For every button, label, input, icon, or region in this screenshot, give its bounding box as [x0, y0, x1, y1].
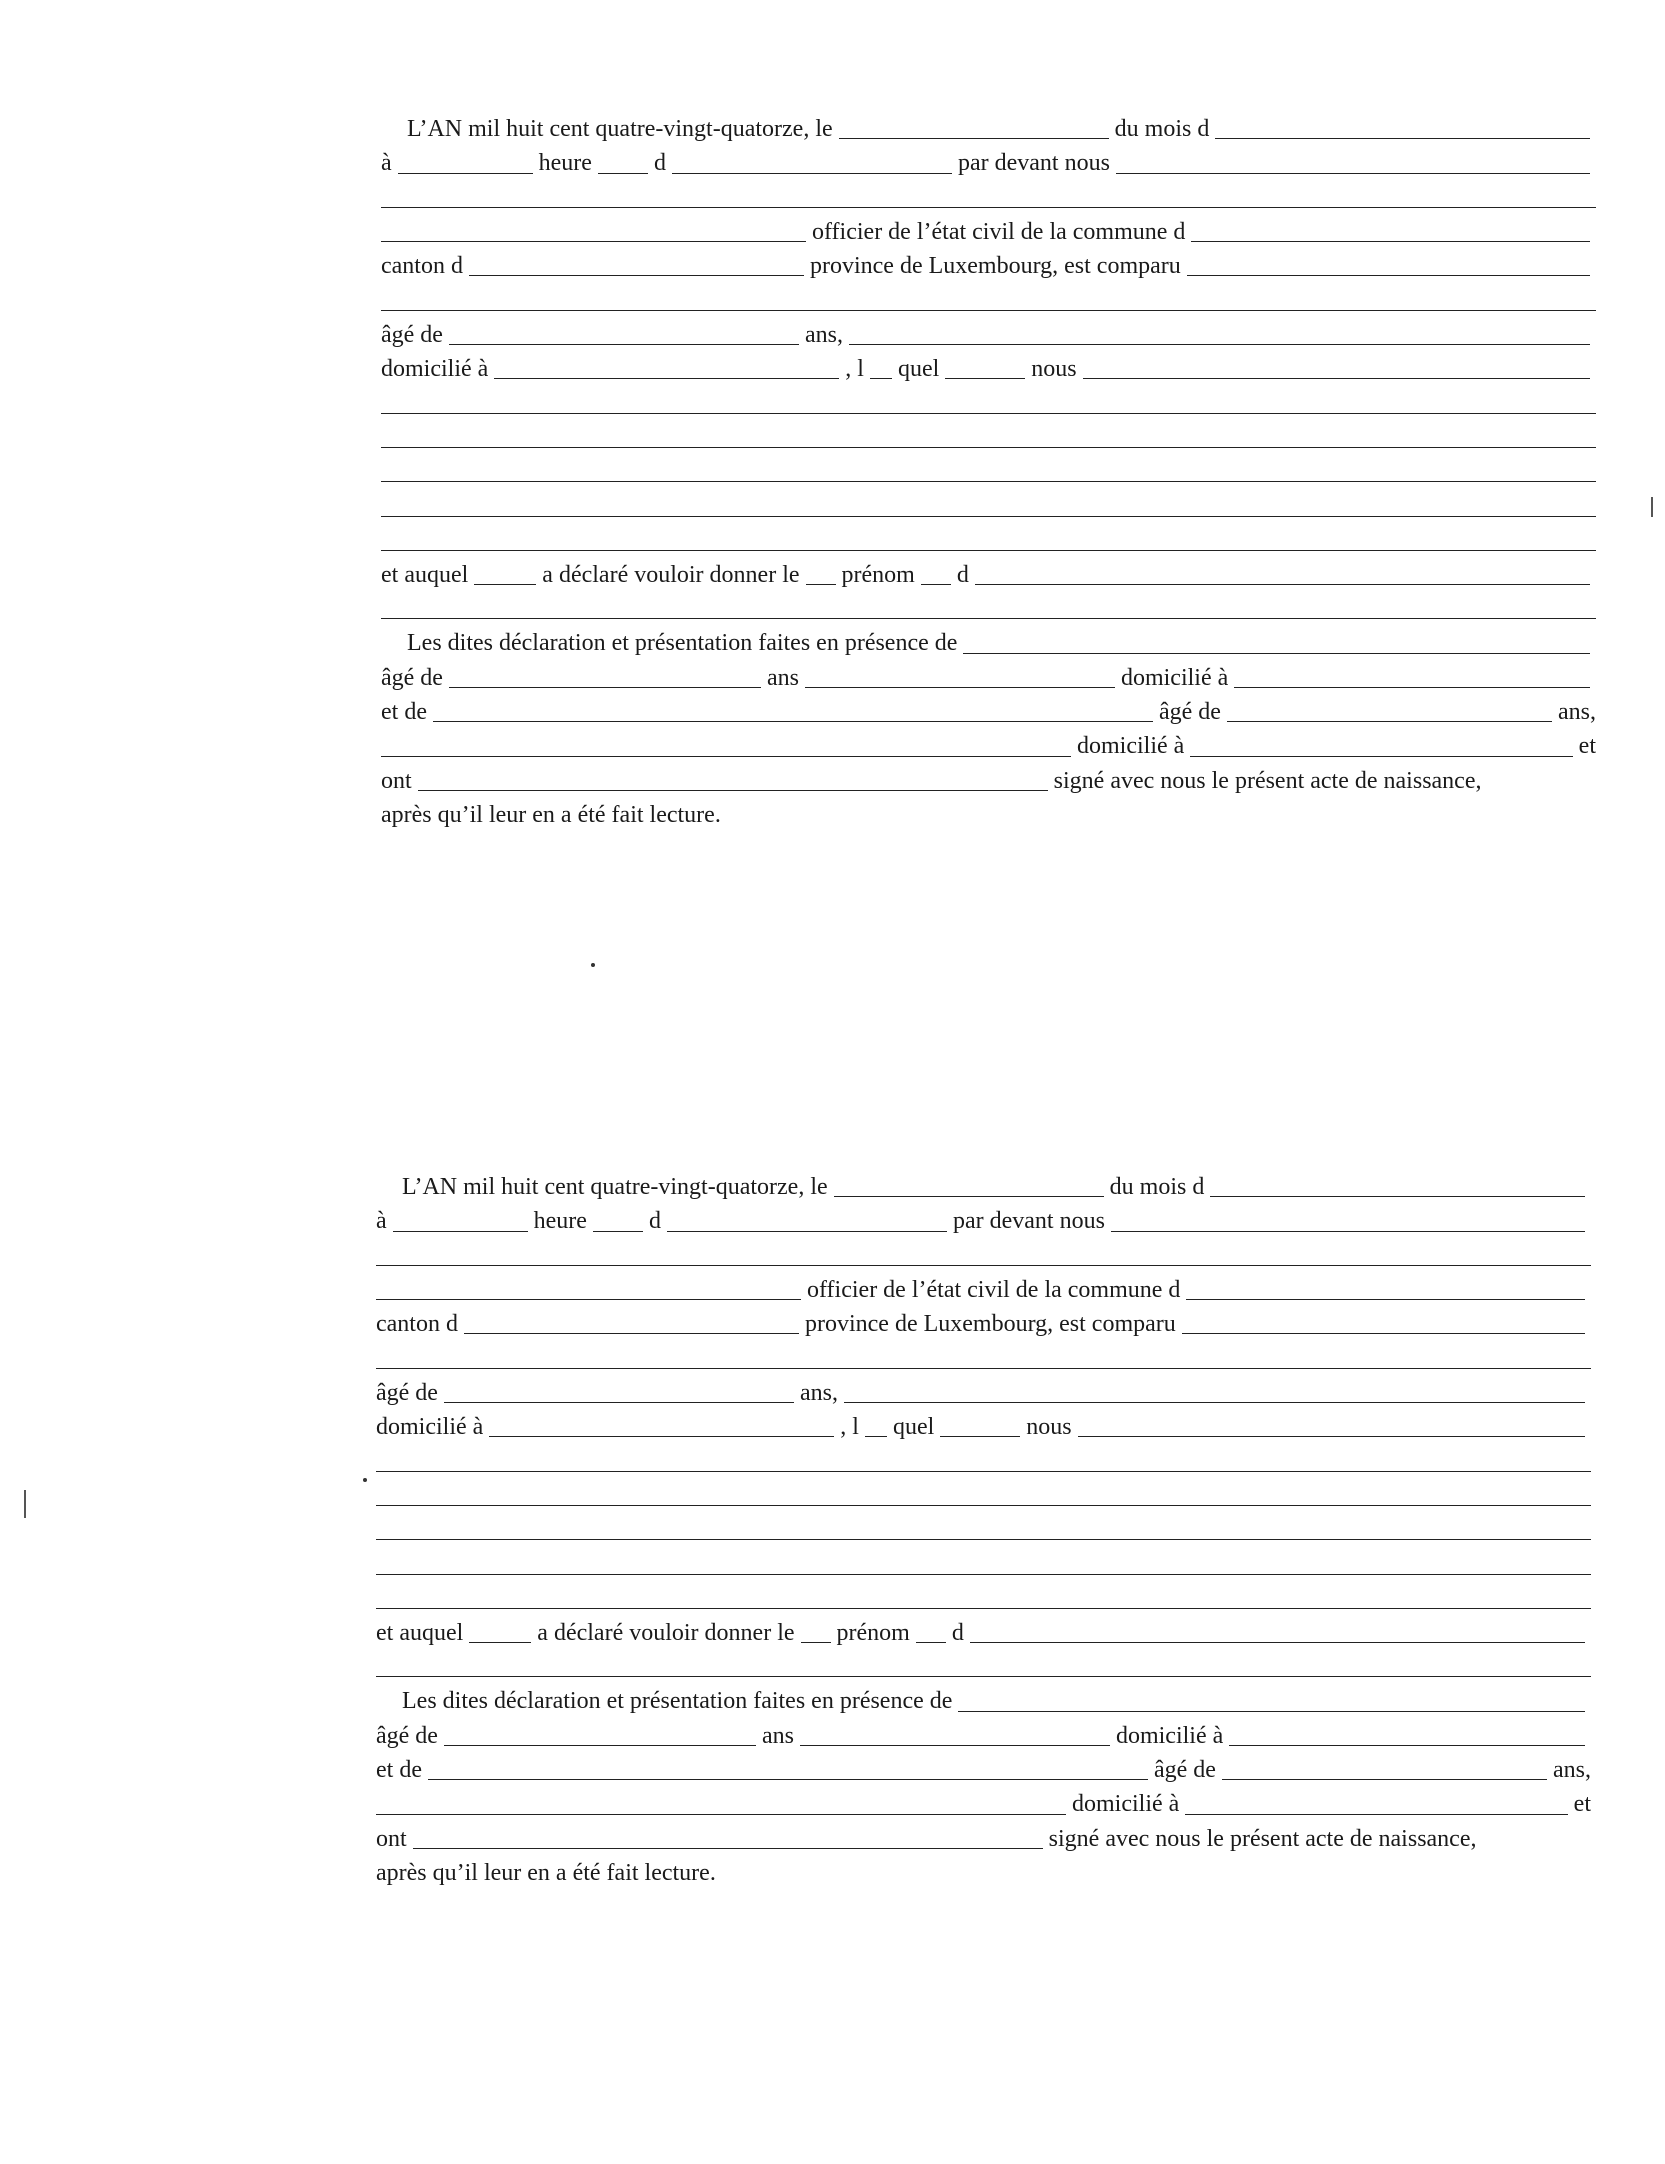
commune-blank[interactable] — [1191, 241, 1590, 242]
lequel-label: , l — [840, 1414, 859, 1441]
before-us-label: par devant nous — [952, 1208, 1105, 1235]
commune-blank[interactable] — [1186, 1299, 1585, 1300]
quel-blank[interactable] — [940, 1436, 1020, 1437]
witness-intro-label: Les dites déclaration et présentation faites en présence de — [407, 630, 958, 657]
officer-name-continued-blank[interactable] — [376, 1265, 1591, 1266]
form-line-blank-11 — [376, 1513, 1591, 1547]
witness1-profession-blank[interactable] — [805, 687, 1115, 688]
form-line-age — [381, 318, 1596, 352]
witness1-years-label: ans — [761, 1722, 794, 1749]
residence-label: domicilié à — [381, 356, 489, 383]
years-label: ans, — [804, 321, 843, 348]
witness1-residence-label: domicilié à — [1120, 664, 1229, 691]
canton-blank[interactable] — [464, 1333, 799, 1334]
quel-label: quel — [897, 356, 940, 383]
year-text: L’AN mil huit cent quatre-vingt-quatorze, le — [402, 1174, 828, 1200]
form-line-blank-12 — [381, 489, 1596, 523]
form-line-canton — [381, 249, 1596, 283]
witness1-age-label: âgé de — [376, 1722, 438, 1749]
hour-blank[interactable] — [393, 1231, 528, 1232]
form-line-closing — [376, 1856, 1591, 1890]
canton-blank[interactable] — [469, 275, 804, 276]
witness1-name-blank[interactable] — [963, 653, 1590, 654]
witness1-residence-label: domicilié à — [1115, 1722, 1224, 1749]
witness2-years-label: ans, — [1553, 1757, 1591, 1784]
form-line-date — [376, 1170, 1591, 1204]
of-label: d — [648, 1208, 661, 1235]
form-line-firstname — [376, 1616, 1591, 1650]
form-line-witness2 — [381, 695, 1596, 729]
form-line-officer — [376, 1273, 1591, 1307]
witness2-residence-label: domicilié à — [1072, 1791, 1180, 1818]
form-line-blank-13 — [376, 1582, 1591, 1616]
age-blank[interactable] — [449, 344, 799, 345]
scan-margin-mark — [1651, 497, 1653, 517]
nous-label: nous — [1031, 356, 1077, 383]
witness1-residence-blank[interactable] — [1234, 687, 1590, 688]
witness1-years-label: ans — [766, 664, 799, 691]
officer-label: officier de l’état civil de la commune d — [812, 218, 1186, 245]
witness2-name-blank[interactable] — [433, 721, 1153, 722]
form-line-canton — [376, 1307, 1591, 1341]
declarant-blank[interactable] — [1187, 275, 1590, 276]
declared-label: a déclaré vouloir donner le — [537, 1619, 795, 1646]
form-line-blank-10 — [381, 421, 1596, 455]
officer-title-blank[interactable] — [381, 241, 806, 242]
statement-blank-5[interactable] — [376, 1608, 1591, 1609]
witness1-residence-blank[interactable] — [1229, 1745, 1585, 1746]
form-line-hour — [381, 146, 1596, 180]
form-line-blank-6 — [376, 1341, 1591, 1375]
canton-label: canton d — [376, 1311, 458, 1338]
nous-label: nous — [1026, 1414, 1072, 1441]
form-line-signed — [381, 764, 1596, 798]
statement-blank-3[interactable] — [376, 1539, 1591, 1540]
witness2-age-label: âgé de — [1153, 1757, 1216, 1784]
witness2-profession-blank[interactable] — [381, 756, 1071, 757]
age-blank[interactable] — [444, 1402, 794, 1403]
form-line-blank-15 — [376, 1650, 1591, 1684]
witness-intro-label: Les dites déclaration et présentation faites en présence de — [402, 1688, 953, 1715]
form-line-blank-13 — [381, 524, 1596, 558]
birth-record-form-2 — [376, 1170, 1591, 1890]
before-us-label: par devant nous — [957, 150, 1110, 177]
statement-blank-2[interactable] — [376, 1505, 1591, 1506]
officer-name-continued-blank[interactable] — [381, 207, 1596, 208]
and-label: et — [1573, 1791, 1591, 1818]
statement-blank[interactable] — [1078, 1436, 1585, 1437]
form-line-witness1-age — [376, 1719, 1591, 1753]
statement-blank[interactable] — [1083, 378, 1590, 379]
form-line-blank-9 — [381, 386, 1596, 420]
firstname-continued-blank[interactable] — [381, 618, 1596, 619]
form-line-blank-9 — [376, 1444, 1591, 1478]
form-line-blank-10 — [376, 1479, 1591, 1513]
witness2-age-label: âgé de — [1158, 699, 1221, 726]
day-blank[interactable] — [839, 138, 1109, 139]
statement-blank-3[interactable] — [381, 481, 1596, 482]
quel-label: quel — [892, 1414, 935, 1441]
and-to-whom-label: et auquel — [376, 1619, 464, 1646]
hour-label: heure — [538, 150, 592, 177]
month-label: du mois d — [1109, 1174, 1205, 1200]
form-line-residence — [381, 352, 1596, 386]
witness2-name-blank[interactable] — [428, 1779, 1148, 1780]
hour-label: heure — [533, 1208, 587, 1235]
scan-speck — [591, 963, 595, 967]
age-label: âgé de — [381, 321, 443, 348]
firstname-continued-blank[interactable] — [376, 1676, 1591, 1677]
form-line-witness — [381, 626, 1596, 660]
ont-label: ont — [381, 767, 412, 794]
profession-blank[interactable] — [844, 1402, 1585, 1403]
statement-blank-2[interactable] — [381, 447, 1596, 448]
witness1-age-label: âgé de — [381, 664, 443, 691]
hour-period-blank[interactable] — [598, 173, 648, 174]
officer-title-blank[interactable] — [376, 1299, 801, 1300]
hour-blank[interactable] — [398, 173, 533, 174]
form-line-blank-3 — [376, 1239, 1591, 1273]
quel-blank[interactable] — [945, 378, 1025, 379]
auquel-blank[interactable] — [469, 1642, 531, 1643]
witness2-age-blank[interactable] — [1222, 1779, 1547, 1780]
statement-blank-1[interactable] — [376, 1471, 1591, 1472]
officer-name-blank[interactable] — [1116, 173, 1590, 174]
scan-speck — [363, 1478, 367, 1482]
firstname-blank[interactable] — [975, 584, 1590, 585]
lequel-gender-blank[interactable] — [865, 1436, 887, 1437]
birth-record-form-1 — [381, 112, 1596, 832]
witness2-residence-blank[interactable] — [1190, 756, 1572, 757]
hour-period-blank[interactable] — [593, 1231, 643, 1232]
form-line-blank-3 — [381, 181, 1596, 215]
form-line-blank-12 — [376, 1547, 1591, 1581]
declarant-continued-blank[interactable] — [376, 1368, 1591, 1369]
form-line-residence — [376, 1410, 1591, 1444]
lequel-label: , l — [845, 356, 864, 383]
prenom-plural-blank[interactable] — [921, 584, 951, 585]
firstname-blank[interactable] — [970, 1642, 1585, 1643]
residence-blank[interactable] — [489, 1436, 834, 1437]
prenom-of-label: d — [956, 561, 969, 588]
prenom-plural-blank[interactable] — [916, 1642, 946, 1643]
officer-name-blank[interactable] — [1111, 1231, 1585, 1232]
lequel-gender-blank[interactable] — [870, 378, 892, 379]
witness2-profession-blank[interactable] — [376, 1814, 1066, 1815]
form-line-witness2-residence — [376, 1787, 1591, 1821]
form-line-witness2-residence — [381, 729, 1596, 763]
form-line-firstname — [381, 558, 1596, 592]
form-line-officer — [381, 215, 1596, 249]
officer-label: officier de l’état civil de la commune d — [807, 1276, 1181, 1303]
witness1-profession-blank[interactable] — [800, 1745, 1110, 1746]
at-label: à — [381, 150, 392, 177]
form-line-age — [376, 1376, 1591, 1410]
at-label: à — [376, 1208, 387, 1235]
form-line-blank-11 — [381, 455, 1596, 489]
prenom-of-label: d — [951, 1619, 964, 1646]
profession-blank[interactable] — [849, 344, 1590, 345]
prenom-count-blank[interactable] — [801, 1642, 831, 1643]
statement-blank-1[interactable] — [381, 413, 1596, 414]
ont-label: ont — [376, 1825, 407, 1852]
witness1-age-blank[interactable] — [444, 1745, 756, 1746]
month-label: du mois d — [1114, 116, 1210, 142]
canton-label: canton d — [381, 253, 463, 280]
month-blank[interactable] — [1210, 1196, 1585, 1197]
signature-note-blank[interactable] — [418, 790, 1048, 791]
form-line-hour — [376, 1204, 1591, 1238]
closing-text: après qu’il leur en a été fait lecture. — [381, 801, 721, 828]
witness2-age-blank[interactable] — [1227, 721, 1552, 722]
signed-label: signé avec nous le présent acte de naissance, — [1053, 767, 1482, 794]
statement-blank-4[interactable] — [376, 1574, 1591, 1575]
residence-blank[interactable] — [494, 378, 839, 379]
form-line-blank-6 — [381, 283, 1596, 317]
of-label: d — [653, 150, 666, 177]
and-of-label: et de — [376, 1757, 422, 1784]
form-line-witness — [376, 1684, 1591, 1718]
form-line-closing — [381, 798, 1596, 832]
and-to-whom-label: et auquel — [381, 561, 469, 588]
province-label: province de Luxembourg, est comparu — [804, 1311, 1176, 1338]
years-label: ans, — [799, 1379, 838, 1406]
statement-blank-4[interactable] — [381, 516, 1596, 517]
signature-note-blank[interactable] — [413, 1848, 1043, 1849]
witness2-residence-label: domicilié à — [1077, 733, 1185, 760]
period-blank[interactable] — [667, 1231, 947, 1232]
witness1-name-blank[interactable] — [958, 1711, 1585, 1712]
residence-label: domicilié à — [376, 1414, 484, 1441]
prenom-count-blank[interactable] — [806, 584, 836, 585]
declared-label: a déclaré vouloir donner le — [542, 561, 800, 588]
form-line-date — [381, 112, 1596, 146]
declarant-continued-blank[interactable] — [381, 310, 1596, 311]
age-label: âgé de — [376, 1379, 438, 1406]
form-line-witness2 — [376, 1753, 1591, 1787]
prenom-label: prénom — [841, 561, 915, 588]
witness2-residence-blank[interactable] — [1185, 1814, 1567, 1815]
form-line-blank-15 — [381, 592, 1596, 626]
declarant-blank[interactable] — [1182, 1333, 1585, 1334]
day-blank[interactable] — [834, 1196, 1104, 1197]
form-line-signed — [376, 1822, 1591, 1856]
month-blank[interactable] — [1215, 138, 1590, 139]
prenom-label: prénom — [836, 1619, 910, 1646]
statement-blank-5[interactable] — [381, 550, 1596, 551]
witness1-age-blank[interactable] — [449, 687, 761, 688]
scan-margin-mark — [24, 1490, 26, 1518]
auquel-blank[interactable] — [474, 584, 536, 585]
form-line-witness1-age — [381, 661, 1596, 695]
signed-label: signé avec nous le présent acte de naissance, — [1048, 1825, 1477, 1852]
province-label: province de Luxembourg, est comparu — [809, 253, 1181, 280]
closing-text: après qu’il leur en a été fait lecture. — [376, 1859, 716, 1886]
and-label: et — [1578, 733, 1596, 760]
period-blank[interactable] — [672, 173, 952, 174]
witness2-years-label: ans, — [1558, 699, 1596, 726]
and-of-label: et de — [381, 699, 427, 726]
year-text: L’AN mil huit cent quatre-vingt-quatorze, le — [407, 116, 833, 142]
